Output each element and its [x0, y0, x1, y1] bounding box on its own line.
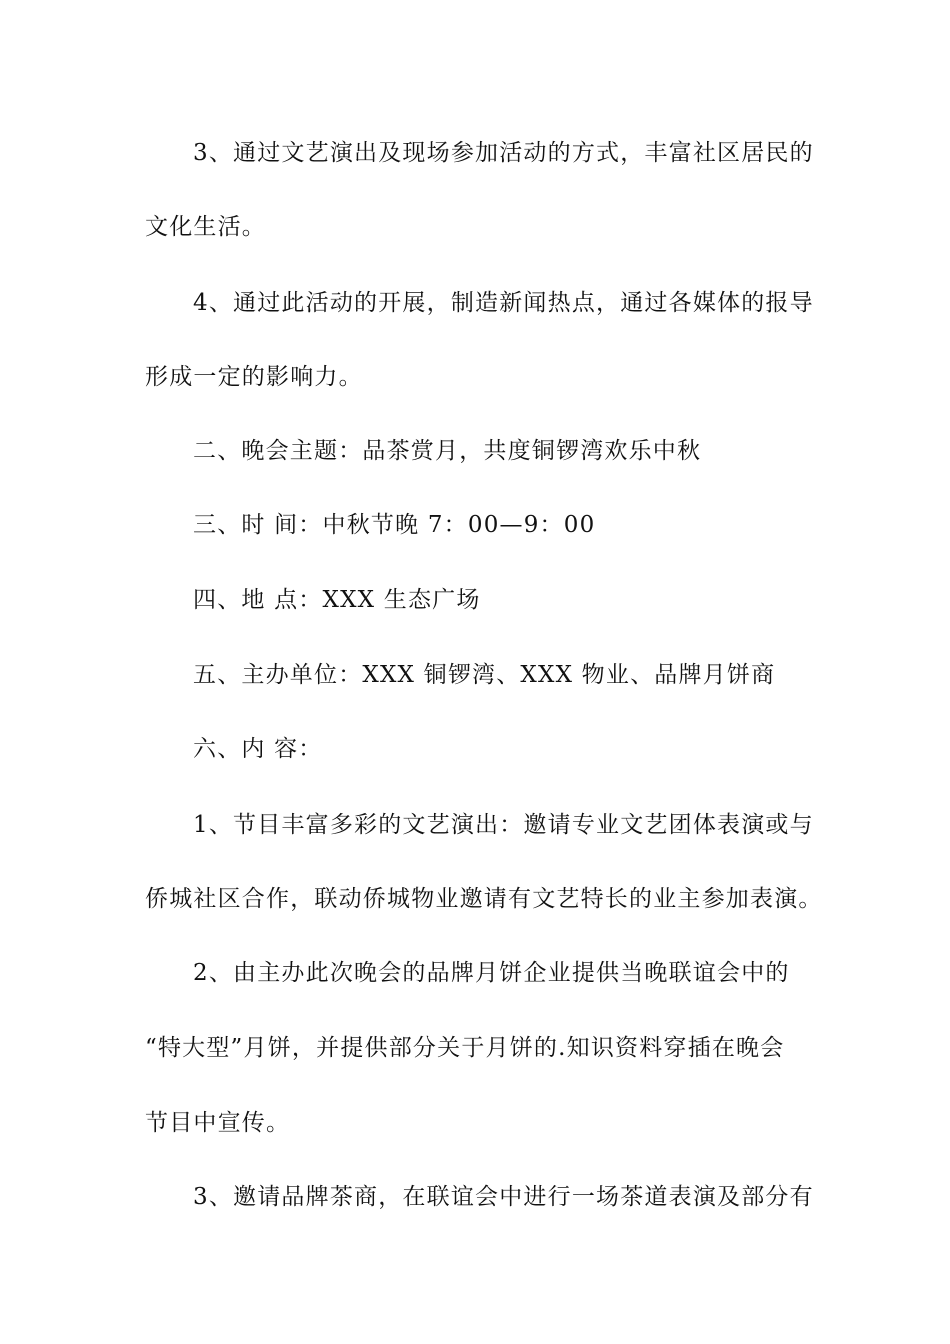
paragraph-line: 2、由主办此次晚会的品牌月饼企业提供当晚联谊会中的 — [193, 960, 790, 986]
section-heading-time: 三、时 间：中秋节晚 7：00—9：00 — [193, 512, 596, 538]
section-heading-theme: 二、晚会主题：品茶赏月，共度铜锣湾欢乐中秋 — [193, 438, 702, 464]
paragraph-line: 1、节目丰富多彩的文艺演出：邀请专业文艺团体表演或与 — [193, 812, 814, 838]
paragraph-line: 节目中宣传。 — [145, 1110, 291, 1136]
paragraph-line: 3、通过文艺演出及现场参加活动的方式，丰富社区居民的 — [193, 140, 814, 166]
paragraph-line: 文化生活。 — [145, 214, 266, 240]
section-heading-content: 六、内 容： — [193, 736, 323, 762]
section-heading-location: 四、地 点：XXX 生态广场 — [193, 587, 481, 613]
paragraph-line: 侨城社区合作，联动侨城物业邀请有文艺特长的业主参加表演。 — [145, 886, 823, 912]
paragraph-line: “特大型”月饼，并提供部分关于月饼的.知识资料穿插在晚会 — [145, 1035, 785, 1061]
paragraph-line: 3、邀请品牌茶商，在联谊会中进行一场茶道表演及部分有 — [193, 1184, 814, 1210]
section-heading-organizer: 五、主办单位：XXX 铜锣湾、XXX 物业、品牌月饼商 — [193, 662, 776, 688]
paragraph-line: 形成一定的影响力。 — [145, 364, 363, 390]
paragraph-line: 4、通过此活动的开展，制造新闻热点，通过各媒体的报导 — [193, 290, 814, 316]
